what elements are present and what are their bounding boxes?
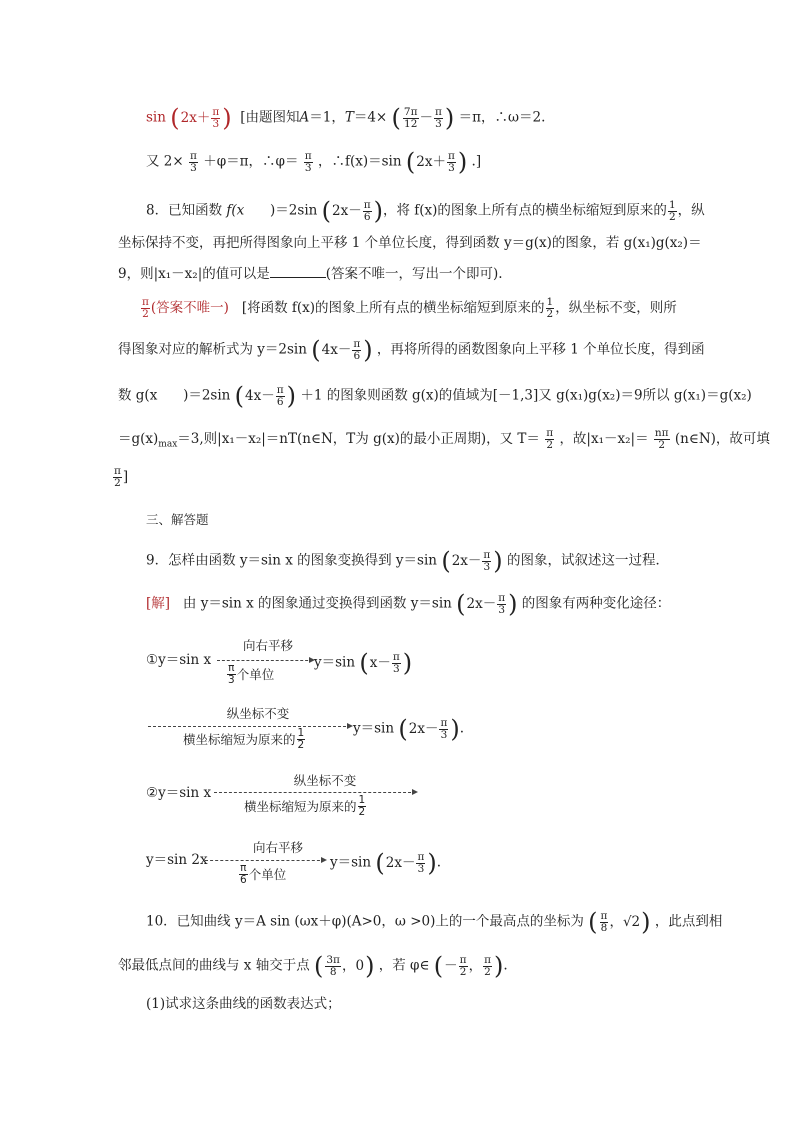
path1-step2-label: 纵坐标不变 xyxy=(226,706,290,721)
solution-marker: [解] xyxy=(146,595,171,612)
section-title: 三、解答题 xyxy=(146,512,209,527)
path2-step1-bottom: 横坐标缩短为原来的 $\frac{1}{2}$ xyxy=(244,794,366,818)
answer8-line2: 得图象对应的解析式为 y＝2sin ( 4x－ $\frac{\pi}{6}$ ) ，再将所得的函数图象向上平移 1 个单位长度，得到函 xyxy=(118,338,705,362)
answer8-line3: 数 g(x )＝2sin ( 4x－ $\frac{\pi}{6}$ ) ＋1 的图象则函数 g(x)的值域为[－1,3]又 g(x₁)g(x₂)＝9所以 g(x₁)＝g(x₂) xyxy=(118,384,752,408)
answer7-line1: sin ( 2x＋ $\frac{\pi}{3}$ ) [由题图知A＝1，T＝4× ( $\frac{7\pi}{12}$ － $\frac{\pi}{3}$ ) ＝π，∴ω＝2. xyxy=(146,106,545,130)
path1-step2-bottom: 横坐标缩短为原来的 $\frac{1}{2}$ xyxy=(183,727,305,751)
answer7-paren: ( 2x＋ $\frac{\pi}{3}$ ) xyxy=(170,106,231,130)
answer-blank xyxy=(270,265,326,278)
question8-line1: 8．已知函数 f(x )＝2sin ( 2x－ $\frac{\pi}{6}$ ) ，将 f(x)的图象上所有点的横坐标缩短到原来的 $\frac{1}{2}$ ，纵 xyxy=(146,199,705,223)
path1-arrow2 xyxy=(148,726,351,727)
question9: 9．怎样由函数 y＝sin x 的图象变换得到 y＝sin ( 2x－ $\frac{\pi}{3}$ ) 的图象，试叙述这一过程． xyxy=(146,549,669,573)
question8-line2: 坐标保持不变，再把所得图象向上平移 1 个单位长度，得到函数 y＝g(x)的图象，若 g(x₁)g(x₂)＝ xyxy=(118,235,702,251)
path1-result2: y＝sin ( 2x－ $\frac{\pi}{3}$ ) . xyxy=(353,717,464,741)
path1-label: ①y＝sin x xyxy=(146,652,212,668)
answer8-line4: $=g(x)_{max}=3$,则|x₁－x₂|＝nT(n∈N，T为 g(x)的最小正周期)，又 T＝ $\frac{\pi}{2}$ ，故|x₁－x₂|＝ $\frac{n\pi}{2}$ (n∈N)，故可填 xyxy=(118,427,770,451)
pi-over-3: $\frac{\pi}{3}$ xyxy=(212,105,220,130)
question10-sub1: (1)试求这条曲线的函数表达式； xyxy=(146,996,341,1012)
path2-arrow2 xyxy=(205,860,325,861)
path1-step1-label: 向右平移 xyxy=(242,638,293,653)
path2-step1-label: 纵坐标不变 xyxy=(293,773,357,788)
answer8-line5: $\frac{\pi}{2}$ ] xyxy=(114,465,129,489)
question10-line1: 10．已知曲线 y＝A sin (ωx＋φ)(A>0，ω >0)上的一个最高点的坐标为 ( $\frac{\pi}{8}$ ，√2 ) ，此点到相 xyxy=(146,910,722,934)
answer7-sin: sin xyxy=(146,109,166,126)
path1-step1-bottom: $\frac{\pi}{3}$ 个单位 xyxy=(228,662,275,686)
answer9-intro: [解] 由 y＝sin x 的图象通过变换得到函数 y＝sin ( 2x－ $\frac{\pi}{3}$ ) 的图象有两种变化途径： xyxy=(146,592,670,616)
answer8-line1: $\frac{\pi}{2}$ (答案不唯一) [将函数 f(x)的图象上所有点的横坐标缩短到原来的 $\frac{1}{2}$ ，纵坐标不变，则所 xyxy=(142,296,677,320)
path2-label: ②y＝sin x xyxy=(146,785,212,801)
question8-line3: 9，则|x₁－x₂|的值可以是 (答案不唯一，写出一个即可). xyxy=(118,266,503,282)
path2-start2: y＝sin 2x xyxy=(146,852,208,868)
answer7-line2: 又 2× $\frac{\pi}{3}$ ＋φ＝π，∴φ＝ $\frac{\pi}{3}$ ，∴f(x)＝sin ( 2x＋ $\frac{\pi}{3}$ ) .] xyxy=(146,150,481,174)
path1-result1: y＝sin ( x－ $\frac{\pi}{3}$ ) xyxy=(314,651,412,675)
question10-line2: 邻最低点间的曲线与 x 轴交于点 ( $\frac{3\pi}{8}$ ，0 ) ，若 φ∈ ( － $\frac{\pi}{2}$ ， $\frac{\pi}{2}$ ) . xyxy=(118,954,508,978)
path1-arrow1 xyxy=(217,660,313,661)
path2-arrow1 xyxy=(214,792,416,793)
period-paren: ( $\frac{7\pi}{12}$ － $\frac{\pi}{3}$ ) xyxy=(392,106,455,130)
path2-result2: y＝sin ( 2x－ $\frac{\pi}{3}$ ) . xyxy=(330,851,441,875)
path2-step2-label: 向右平移 xyxy=(252,840,303,855)
path2-step2-bottom: $\frac{\pi}{6}$ 个单位 xyxy=(240,862,287,886)
